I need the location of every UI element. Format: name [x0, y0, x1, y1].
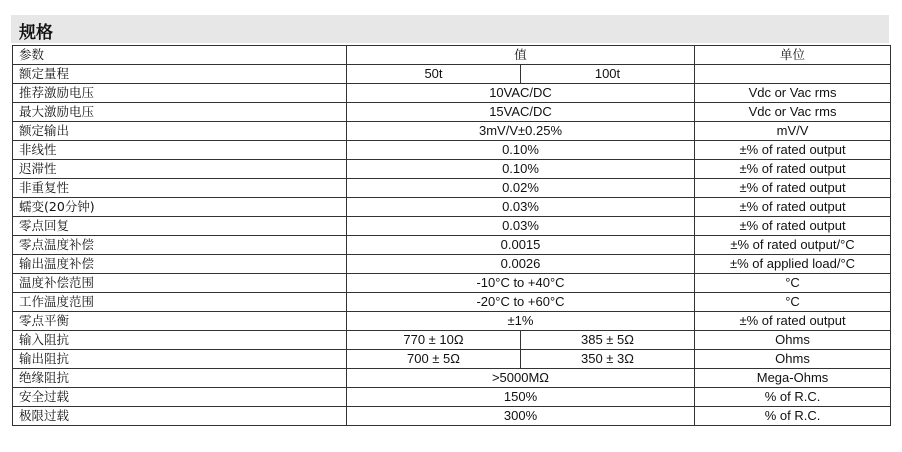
table-row: [13, 236, 891, 255]
table-row: [13, 407, 891, 426]
value-cell: 10VAC/DC: [347, 84, 695, 103]
table-row: [13, 103, 891, 122]
value-cell: 150%: [347, 388, 695, 407]
table-row: [13, 350, 891, 369]
table-row: [13, 369, 891, 388]
value-cell: 100t: [521, 65, 695, 84]
param-cell: 零点平衡: [13, 312, 347, 331]
value-cell: >5000MΩ: [347, 369, 695, 388]
unit-cell: ±% of rated output: [695, 179, 891, 198]
table-row: [13, 84, 891, 103]
unit-cell: Ohms: [695, 331, 891, 350]
header-unit: 单位: [695, 46, 891, 65]
value-cell: 700 ± 5Ω: [347, 350, 521, 369]
table-row: [13, 255, 891, 274]
unit-cell: ±% of rated output/°C: [695, 236, 891, 255]
value-cell: 50t: [347, 65, 521, 84]
unit-cell: ±% of rated output: [695, 217, 891, 236]
table-row: [13, 179, 891, 198]
param-cell: 绝缘阻抗: [13, 369, 347, 388]
value-cell: 0.02%: [347, 179, 695, 198]
param-cell: 安全过载: [13, 388, 347, 407]
value-cell: 0.03%: [347, 198, 695, 217]
table-row: [13, 198, 891, 217]
value-cell: 0.10%: [347, 141, 695, 160]
unit-cell: Ohms: [695, 350, 891, 369]
value-cell: 0.03%: [347, 217, 695, 236]
unit-cell: ±% of applied load/°C: [695, 255, 891, 274]
param-cell: 输出阻抗: [13, 350, 347, 369]
param-cell: 非重复性: [13, 179, 347, 198]
unit-cell: °C: [695, 293, 891, 312]
section-header: [11, 15, 889, 43]
param-cell: 非线性: [13, 141, 347, 160]
value-cell: ±1%: [347, 312, 695, 331]
unit-cell: ±% of rated output: [695, 141, 891, 160]
param-cell: 迟滞性: [13, 160, 347, 179]
unit-cell: °C: [695, 274, 891, 293]
table-row: [13, 274, 891, 293]
value-cell: 350 ± 3Ω: [521, 350, 695, 369]
param-cell: 额定输出: [13, 122, 347, 141]
table-row: [13, 293, 891, 312]
param-cell: 温度补偿范围: [13, 274, 347, 293]
param-cell: 蠕变(20分钟): [13, 198, 347, 217]
value-cell: 0.0026: [347, 255, 695, 274]
param-cell: 推荐激励电压: [13, 84, 347, 103]
value-cell: 0.0015: [347, 236, 695, 255]
unit-cell: Vdc or Vac rms: [695, 84, 891, 103]
table-row: [13, 312, 891, 331]
param-cell: 额定量程: [13, 65, 347, 84]
header-param: 参数: [13, 46, 347, 65]
unit-cell: Vdc or Vac rms: [695, 103, 891, 122]
unit-cell: % of R.C.: [695, 388, 891, 407]
param-cell: 工作温度范围: [13, 293, 347, 312]
unit-cell: ±% of rated output: [695, 160, 891, 179]
value-cell: -10°C to +40°C: [347, 274, 695, 293]
param-cell: 最大激励电压: [13, 103, 347, 122]
value-cell: 0.10%: [347, 160, 695, 179]
param-cell: 零点温度补偿: [13, 236, 347, 255]
unit-cell: % of R.C.: [695, 407, 891, 426]
unit-cell: [695, 65, 891, 84]
header-value: 值: [347, 46, 695, 65]
table-row: [13, 122, 891, 141]
value-cell: 15VAC/DC: [347, 103, 695, 122]
unit-cell: Mega-Ohms: [695, 369, 891, 388]
value-cell: 770 ± 10Ω: [347, 331, 521, 350]
unit-cell: ±% of rated output: [695, 312, 891, 331]
table-row: [13, 217, 891, 236]
value-cell: 3mV/V±0.25%: [347, 122, 695, 141]
param-cell: 零点回复: [13, 217, 347, 236]
value-cell: 300%: [347, 407, 695, 426]
param-cell: 输出温度补偿: [13, 255, 347, 274]
table-row: [13, 141, 891, 160]
table-row: [13, 160, 891, 179]
table-header-row: [13, 46, 891, 65]
table-row: [13, 65, 891, 84]
spec-table: [12, 45, 891, 426]
section-title: 规格: [19, 23, 53, 43]
unit-cell: ±% of rated output: [695, 198, 891, 217]
param-cell: 输入阻抗: [13, 331, 347, 350]
unit-cell: mV/V: [695, 122, 891, 141]
value-cell: -20°C to +60°C: [347, 293, 695, 312]
param-cell: 极限过载: [13, 407, 347, 426]
table-row: [13, 331, 891, 350]
table-row: [13, 388, 891, 407]
value-cell: 385 ± 5Ω: [521, 331, 695, 350]
